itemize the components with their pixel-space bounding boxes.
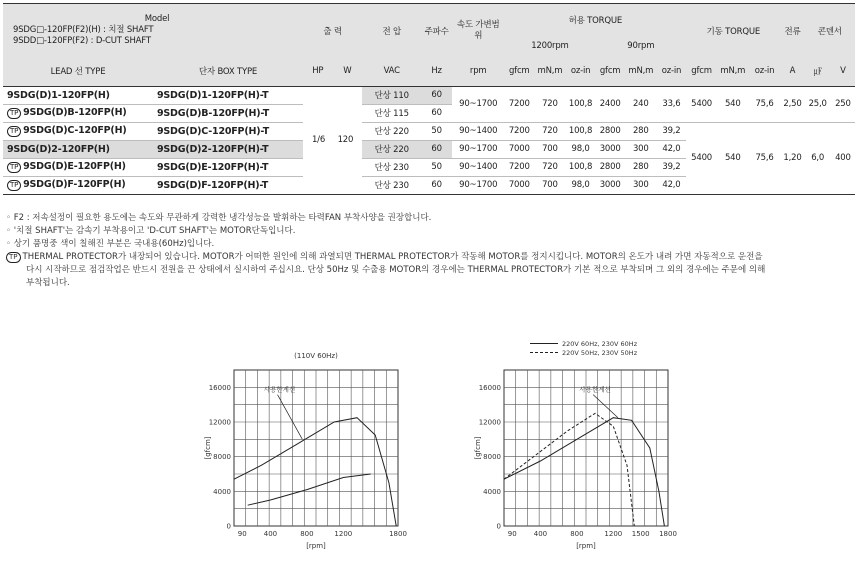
y-tick-label: 16000 (478, 383, 501, 392)
torque90-gfcm-cell: 3000 (595, 176, 625, 194)
torque-gfcm-cell: 7000 (504, 176, 534, 194)
y-tick-label: 0 (496, 522, 501, 531)
torque90-gfcm-cell: 2800 (595, 158, 625, 176)
torque90-ozin-cell: 42,0 (657, 176, 687, 194)
x-tick-label: 1200 (604, 530, 623, 538)
x-tick-label: 1800 (389, 530, 407, 538)
x-axis-label: [rpm] (306, 542, 326, 550)
spec-table (3, 4, 855, 195)
output-cell (303, 86, 362, 194)
freq-cell: 60 (421, 86, 452, 104)
rpm-unit: rpm (452, 57, 505, 86)
freq-cell: 60 (421, 140, 452, 158)
usage-limit-pointer (278, 395, 303, 440)
usage-limit-label: 사용한계선 (263, 385, 296, 394)
torque90-ozin-cell: 39,2 (657, 158, 687, 176)
start-torque-header: 기동 TORQUE (686, 4, 780, 57)
start-mnm-cell: 540 (717, 122, 749, 194)
rpm1200-header: 1200rpm (504, 35, 595, 57)
uf-unit: ㎌ (805, 57, 831, 86)
note-thermal-cont: 다시 시작하므로 점검작업은 반드시 전원을 끈 상태에서 실시하여 주십시요. 단상 50Hz 및 수출용 MOTOR의 경우에는 THERMAL PROTECTOR가 기본 적으로 부착되며 그 외의 경우에는 주문에 의해 (26, 265, 766, 275)
torque-chart-220v (470, 338, 692, 564)
range-cell: 90~1400 (452, 122, 505, 140)
x-tick-label: 1500 (631, 530, 650, 538)
x-tick-label: 1800 (659, 530, 677, 538)
freq-cell: 60 (421, 104, 452, 122)
torque-gfcm-cell: 7200 (504, 158, 534, 176)
torque-mnm-cell: 720 (534, 158, 566, 176)
current-cell: 2,50 (780, 86, 804, 122)
output-w: 120 (337, 135, 354, 145)
torque90-mnm-cell: 280 (625, 122, 657, 140)
torque-gfcm-cell: 7200 (504, 122, 534, 140)
x-tick-label: 400 (533, 530, 548, 538)
condenser-header: 콘덴서 (805, 4, 855, 57)
torque-ozin-cell: 98,0 (566, 140, 596, 158)
torque90-gfcm-cell: 2400 (595, 86, 625, 122)
torque-mnm-cell: 700 (534, 140, 566, 158)
y-tick-label: 4000 (483, 487, 501, 496)
ozin-unit: oz-in (566, 57, 596, 86)
note-domestic: ◦ 상기 품명중 색이 칠해진 부분은 국내용(60Hz)입니다. (6, 239, 215, 249)
range-cell: 90~1700 (452, 86, 505, 122)
note-thermal-end: 부착됩니다. (26, 278, 70, 288)
y-tick-label: 0 (226, 522, 231, 531)
frequency-header: 주파수 (421, 4, 452, 57)
voltage-cell: 단상 115 (362, 104, 421, 122)
uf-cell: 25,0 (805, 86, 831, 122)
torque-mnm-cell: 720 (534, 122, 566, 140)
box-type-cell: 9SDG(D)B-120FP(H)-T (153, 104, 303, 122)
volt-rating-cell: 400 (831, 122, 855, 194)
x-axis-label: [rpm] (576, 542, 596, 550)
series-line (248, 474, 371, 505)
tp-badge: TP (6, 252, 21, 263)
torque-ozin-cell: 100,8 (566, 158, 596, 176)
chart-title: (110V 60Hz) (294, 352, 338, 360)
chart-110v-svg (200, 342, 412, 564)
y-axis-label: [gfcm] (204, 436, 212, 460)
torque-ozin-cell: 98,0 (566, 176, 596, 194)
torque-ozin-cell: 100,8 (566, 86, 596, 122)
v-unit: V (831, 57, 855, 86)
torque-mnm-cell: 700 (534, 176, 566, 194)
start-gfcm-cell: 5400 (686, 122, 717, 194)
hz-unit: Hz (421, 57, 452, 86)
torque-header: 허용 TORQUE (504, 4, 686, 35)
usage-limit-label: 사용한계선 (579, 385, 611, 394)
freq-cell: 50 (421, 122, 452, 140)
ozin-unit: oz-in (657, 57, 687, 86)
model-line2: 9SDD□-120FP(F2) : D-CUT SHAFT (13, 36, 151, 46)
table-row (3, 122, 855, 140)
start-ozin-cell: 75,6 (749, 86, 781, 122)
mnm-unit: mN,m (625, 57, 657, 86)
voltage-cell: 단상 220 (362, 140, 421, 158)
output-header: 출 력 (303, 4, 362, 57)
tp-badge: TP (7, 126, 21, 137)
vac-unit: VAC (362, 57, 421, 86)
torque90-ozin-cell: 42,0 (657, 140, 687, 158)
lead-type-header: LEAD 선 TYPE (3, 57, 153, 86)
amp-unit: A (780, 57, 804, 86)
hp-unit: HP (303, 57, 333, 86)
series-line (234, 418, 396, 526)
legend-label: 220V 60Hz, 230V 60Hz (562, 340, 638, 348)
tp-badge: TP (7, 180, 21, 191)
torque-chart-110v (200, 342, 412, 564)
note-thermal: TP THERMAL PROTECTOR가 내장되어 있습니다. MOTOR가 어떠한 원인에 의해 과열되면 THERMAL PROTECTOR가 작동해 MOTOR를 정지시킵니다. MOTOR의 온도가 내려 가면 자동적으로 운전을 (6, 251, 854, 264)
model-title: Model (144, 14, 170, 24)
gfcm-unit: gfcm (504, 57, 534, 86)
notes-block (6, 212, 854, 290)
x-tick-label: 800 (300, 530, 314, 538)
x-tick-label: 1200 (334, 530, 353, 538)
start-ozin-cell: 75,6 (749, 122, 781, 194)
model-line1: 9SDG□-120FP(F2)(H) : 치절 SHAFT (13, 25, 154, 35)
gfcm-unit: gfcm (686, 57, 717, 86)
torque-ozin-cell: 100,8 (566, 122, 596, 140)
torque90-ozin-cell: 33,6 (657, 86, 687, 122)
range-cell: 90~1700 (452, 176, 505, 194)
freq-cell: 50 (421, 158, 452, 176)
ozin-unit: oz-in (749, 57, 781, 86)
current-cell: 1,20 (780, 122, 804, 194)
torque90-gfcm-cell: 2800 (595, 122, 625, 140)
note-shaft: ◦ '치절 SHAFT'는 감속기 부착용이고 'D-CUT SHAFT'는 MOTOR단독입니다. (6, 226, 296, 236)
lead-type-cell: 9SDG(D)2-120FP(H) (3, 140, 153, 158)
voltage-cell: 단상 230 (362, 176, 421, 194)
torque-gfcm-cell: 7200 (504, 86, 534, 122)
speed-range-header: 속도 가변범위 (452, 4, 505, 57)
series-line (504, 418, 664, 526)
chart-220v-svg (470, 338, 692, 564)
table-row (3, 86, 855, 104)
box-type-header: 단자 BOX TYPE (153, 57, 303, 86)
torque90-gfcm-cell: 3000 (595, 140, 625, 158)
output-hp: 1/6 (311, 135, 326, 145)
mnm-unit: mN,m (534, 57, 566, 86)
box-type-cell: 9SDG(D)C-120FP(H)-T (153, 122, 303, 140)
tp-badge: TP (7, 162, 21, 173)
rpm90-header: 90rpm (595, 35, 686, 57)
box-type-cell: 9SDG(D)2-120FP(H)-T (153, 140, 303, 158)
range-cell: 90~1700 (452, 140, 505, 158)
current-header: 전류 (780, 4, 804, 57)
w-unit: W (333, 57, 363, 86)
y-tick-label: 12000 (208, 418, 231, 427)
usage-limit-pointer (593, 395, 618, 418)
lead-type-cell: TP 9SDG(D)E-120FP(H) (3, 158, 153, 176)
lead-type-cell: TP 9SDG(D)C-120FP(H) (3, 122, 153, 140)
torque90-ozin-cell: 39,2 (657, 122, 687, 140)
torque-mnm-cell: 720 (534, 86, 566, 122)
gfcm-unit: gfcm (595, 57, 625, 86)
voltage-cell: 단상 230 (362, 158, 421, 176)
note-f2: ◦ F2 : 저속설정이 필요한 용도에는 속도와 무관하게 강력한 냉각성능을 발휘하는 타력FAN 부착사양을 권장합니다. (6, 213, 432, 223)
torque90-mnm-cell: 240 (625, 86, 657, 122)
x-tick-label: 90 (237, 530, 247, 538)
model-header-cell (3, 4, 303, 57)
y-tick-label: 8000 (213, 453, 231, 462)
y-axis-label: [gfcm] (474, 436, 482, 460)
torque90-mnm-cell: 300 (625, 176, 657, 194)
legend-label: 220V 50Hz, 230V 50Hz (562, 349, 638, 357)
uf-cell: 6,0 (805, 122, 831, 194)
box-type-cell: 9SDG(D)E-120FP(H)-T (153, 158, 303, 176)
torque-gfcm-cell: 7000 (504, 140, 534, 158)
y-tick-label: 12000 (478, 418, 501, 427)
torque90-mnm-cell: 300 (625, 140, 657, 158)
start-mnm-cell: 540 (717, 86, 749, 122)
x-tick-label: 400 (263, 530, 278, 538)
mnm-unit: mN,m (717, 57, 749, 86)
box-type-cell: 9SDG(D)F-120FP(H)-T (153, 176, 303, 194)
lead-type-cell: TP 9SDG(D)F-120FP(H) (3, 176, 153, 194)
volt-rating-cell: 250 (831, 86, 855, 122)
y-tick-label: 16000 (208, 383, 231, 392)
range-cell: 90~1400 (452, 158, 505, 176)
lead-type-cell: 9SDG(D)1-120FP(H) (3, 86, 153, 104)
voltage-cell: 단상 110 (362, 86, 421, 104)
torque90-mnm-cell: 280 (625, 158, 657, 176)
y-tick-label: 4000 (213, 487, 231, 496)
start-gfcm-cell: 5400 (686, 86, 717, 122)
x-tick-label: 800 (570, 530, 584, 538)
y-tick-label: 8000 (483, 453, 501, 462)
tp-badge: TP (7, 108, 21, 119)
x-tick-label: 90 (507, 530, 517, 538)
box-type-cell: 9SDG(D)1-120FP(H)-T (153, 86, 303, 104)
voltage-cell: 단상 220 (362, 122, 421, 140)
voltage-header: 전 압 (362, 4, 421, 57)
freq-cell: 60 (421, 176, 452, 194)
lead-type-cell: TP 9SDG(D)B-120FP(H) (3, 104, 153, 122)
